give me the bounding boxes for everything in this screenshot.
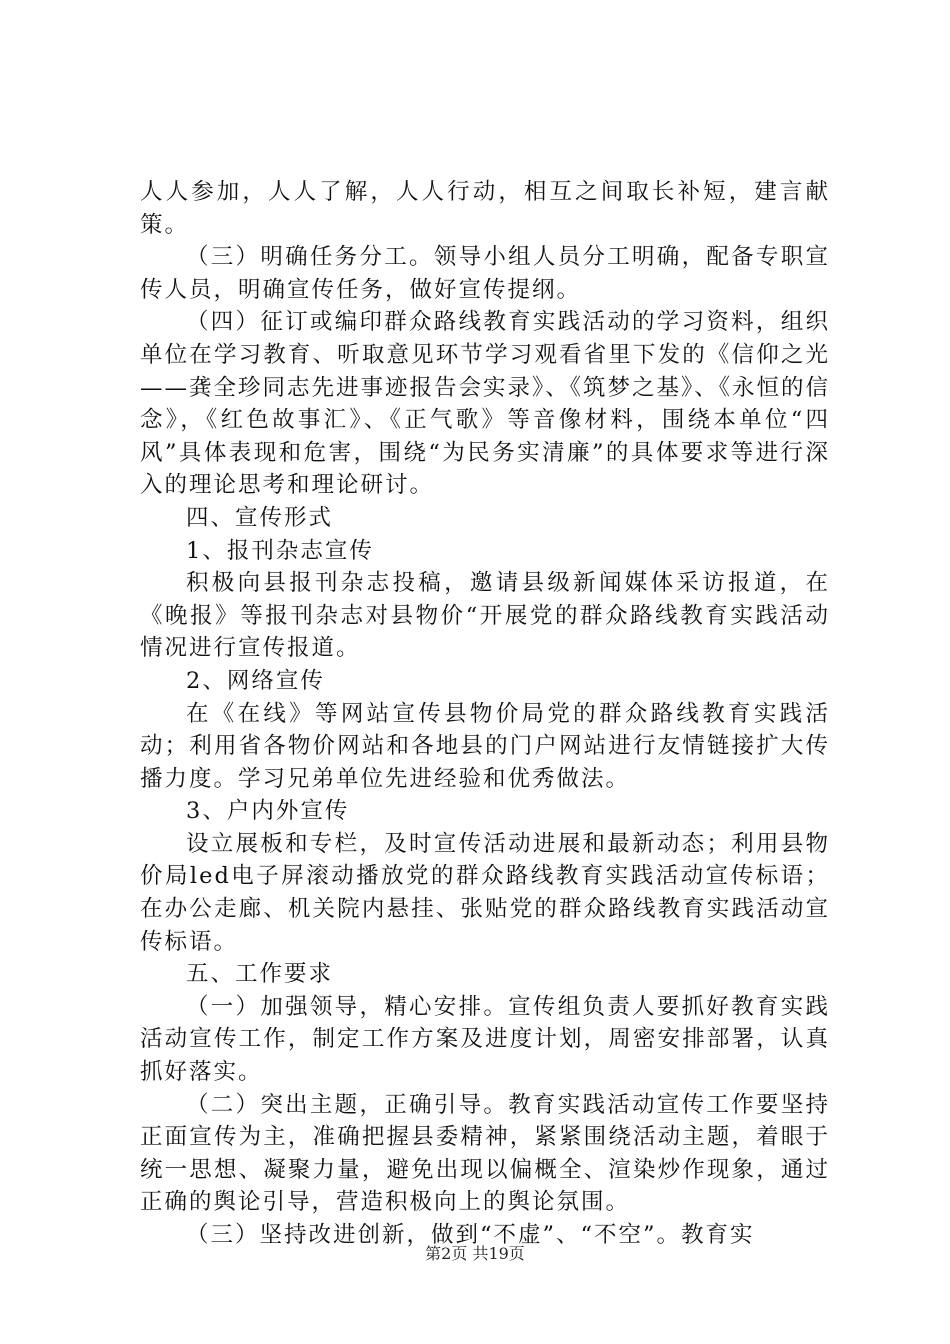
paragraph: 积极向县报刊杂志投稿，邀请县级新闻媒体采访报道，在《晚报》等报刊杂志对县物价“开展党的群众路线教育实践活动情况进行宣传报道。: [140, 570, 830, 662]
paragraph: （四）征订或编印群众路线教育实践活动的学习资料，组织单位在学习教育、听取意见环节学习观看省里下发的《信仰之光——龚全珍同志先进事迹报告会实录》、《筑梦之基》、《永恒的信念》，《红色故事汇》、《正气歌》等音像材料，围绕本单位“四风”具体表现和危害，围绕“为民务实清廉”的具体要求等进行深入的理论思考和理论研讨。: [140, 309, 831, 499]
paragraph: （三）坚持改进创新，做到“不虚”、“不空”。教育实: [186, 1222, 755, 1248]
paragraph: 设立展板和专栏，及时宣传活动进展和最新动态；利用县物价局led电子屏滚动播放党的群众路线教育实践活动宣传标语；在办公走廊、机关院内悬挂、张贴党的群众路线教育实践活动宣传标语。: [140, 830, 830, 955]
paragraph: 在《在线》等网站宣传县物价局党的群众路线教育实践活动；利用省各物价网站和各地县的门户网站进行友情链接扩大传播力度。学习兄弟单位先进经验和优秀做法。: [140, 700, 830, 792]
paragraph: （一）加强领导，精心安排。宣传组负责人要抓好教育实践活动宣传工作，制定工作方案及进度计划，周密安排部署，认真抓好落实。: [140, 993, 830, 1086]
page-number-footer: 第2页 共19页: [425, 1244, 525, 1263]
section-heading: 四、宣传形式: [186, 504, 334, 531]
paragraph: （二）突出主题，正确引导。教育实践活动宣传工作要坚持正面宣传为主，准确把握县委精神，紧紧围绕活动主题，着眼于统一思想、凝聚力量，避免出现以偏概全、渲染炒作现象，通过正确的舆论引导，营造积极向上的舆论氛围。: [140, 1091, 830, 1216]
paragraph: 人人参加，人人了解，人人行动，相互之间取长补短，建言献策。: [140, 179, 830, 238]
subsection-heading: 3、户内外宣传: [186, 798, 350, 825]
paragraph: （三）明确任务分工。领导小组人员分工明确，配备专职宣传人员，明确宣传任务，做好宣传提纲。: [140, 244, 830, 303]
document-body: [140, 176, 830, 1252]
subsection-heading: 1、报刊杂志宣传: [186, 537, 374, 564]
section-heading: 五、工作要求: [186, 961, 334, 988]
subsection-heading: 2、网络宣传: [186, 667, 325, 694]
